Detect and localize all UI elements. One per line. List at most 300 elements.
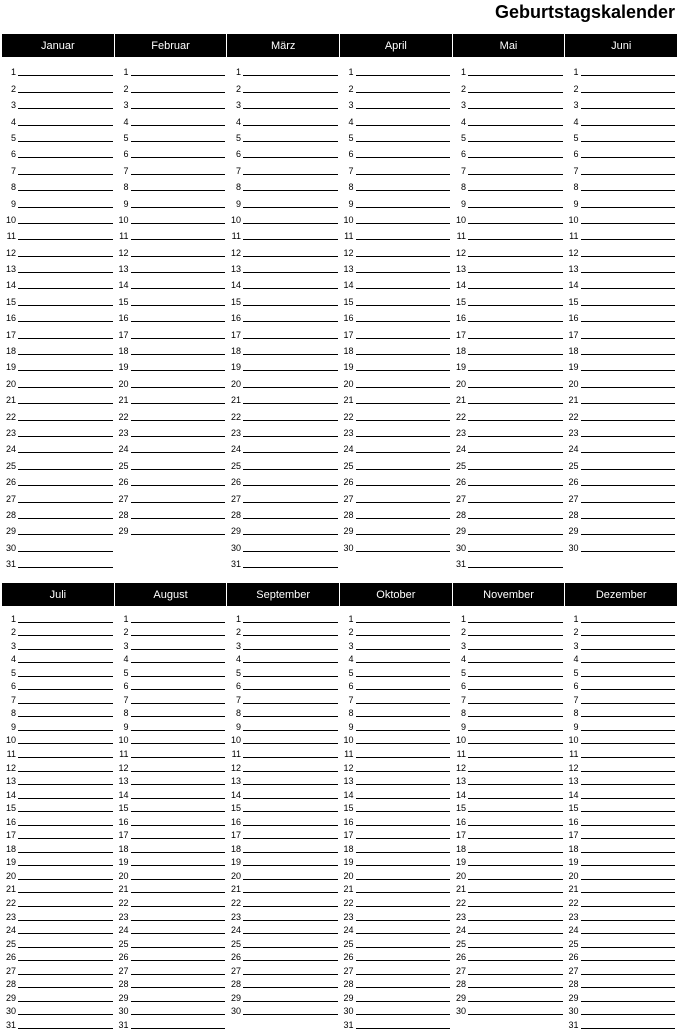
entry-line[interactable] [131, 91, 226, 93]
entry-line[interactable] [243, 688, 338, 690]
entry-line[interactable] [131, 435, 226, 437]
entry-line[interactable] [356, 824, 451, 826]
entry-line[interactable] [468, 891, 563, 893]
entry-line[interactable] [131, 517, 226, 519]
entry-line[interactable] [356, 797, 451, 799]
entry-line[interactable] [243, 435, 338, 437]
entry-line[interactable] [356, 932, 451, 934]
entry-line[interactable] [243, 742, 338, 744]
entry-line[interactable] [18, 851, 113, 853]
entry-line[interactable] [468, 702, 563, 704]
entry-line[interactable] [581, 484, 676, 486]
entry-line[interactable] [18, 1013, 113, 1015]
entry-line[interactable] [243, 621, 338, 623]
entry-line[interactable] [581, 946, 676, 948]
entry-line[interactable] [581, 688, 676, 690]
entry-line[interactable] [18, 501, 113, 503]
entry-line[interactable] [18, 124, 113, 126]
entry-line[interactable] [243, 1000, 338, 1002]
entry-line[interactable] [243, 837, 338, 839]
entry-line[interactable] [243, 824, 338, 826]
entry-line[interactable] [468, 238, 563, 240]
entry-line[interactable] [468, 715, 563, 717]
entry-line[interactable] [581, 419, 676, 421]
entry-line[interactable] [356, 851, 451, 853]
entry-line[interactable] [131, 959, 226, 961]
entry-line[interactable] [581, 1000, 676, 1002]
entry-line[interactable] [18, 810, 113, 812]
entry-line[interactable] [18, 369, 113, 371]
entry-line[interactable] [131, 634, 226, 636]
entry-line[interactable] [468, 124, 563, 126]
entry-line[interactable] [18, 648, 113, 650]
entry-line[interactable] [243, 206, 338, 208]
entry-line[interactable] [468, 959, 563, 961]
entry-line[interactable] [18, 932, 113, 934]
entry-line[interactable] [18, 634, 113, 636]
entry-line[interactable] [18, 206, 113, 208]
entry-line[interactable] [468, 189, 563, 191]
entry-line[interactable] [243, 74, 338, 76]
entry-line[interactable] [356, 661, 451, 663]
entry-line[interactable] [18, 386, 113, 388]
entry-line[interactable] [356, 878, 451, 880]
entry-line[interactable] [131, 222, 226, 224]
entry-line[interactable] [131, 729, 226, 731]
entry-line[interactable] [18, 702, 113, 704]
entry-line[interactable] [468, 1013, 563, 1015]
entry-line[interactable] [581, 74, 676, 76]
entry-line[interactable] [243, 905, 338, 907]
entry-line[interactable] [243, 1013, 338, 1015]
entry-line[interactable] [581, 173, 676, 175]
entry-line[interactable] [468, 810, 563, 812]
entry-line[interactable] [356, 702, 451, 704]
entry-line[interactable] [468, 501, 563, 503]
entry-line[interactable] [468, 353, 563, 355]
entry-line[interactable] [468, 517, 563, 519]
entry-line[interactable] [243, 238, 338, 240]
entry-line[interactable] [18, 271, 113, 273]
entry-line[interactable] [243, 566, 338, 568]
entry-line[interactable] [356, 533, 451, 535]
entry-line[interactable] [581, 783, 676, 785]
entry-line[interactable] [581, 919, 676, 921]
entry-line[interactable] [581, 702, 676, 704]
entry-line[interactable] [243, 702, 338, 704]
entry-line[interactable] [468, 661, 563, 663]
entry-line[interactable] [131, 702, 226, 704]
entry-line[interactable] [131, 864, 226, 866]
entry-line[interactable] [243, 932, 338, 934]
entry-line[interactable] [18, 946, 113, 948]
entry-line[interactable] [356, 1000, 451, 1002]
entry-line[interactable] [243, 271, 338, 273]
entry-line[interactable] [18, 742, 113, 744]
entry-line[interactable] [243, 304, 338, 306]
entry-line[interactable] [243, 878, 338, 880]
entry-line[interactable] [243, 919, 338, 921]
entry-line[interactable] [18, 238, 113, 240]
entry-line[interactable] [581, 271, 676, 273]
entry-line[interactable] [581, 517, 676, 519]
entry-line[interactable] [356, 107, 451, 109]
entry-line[interactable] [581, 742, 676, 744]
entry-line[interactable] [243, 173, 338, 175]
entry-line[interactable] [18, 797, 113, 799]
entry-line[interactable] [18, 675, 113, 677]
entry-line[interactable] [131, 932, 226, 934]
entry-line[interactable] [581, 533, 676, 535]
entry-line[interactable] [243, 810, 338, 812]
entry-line[interactable] [131, 533, 226, 535]
entry-line[interactable] [18, 756, 113, 758]
entry-line[interactable] [468, 206, 563, 208]
entry-line[interactable] [468, 419, 563, 421]
entry-line[interactable] [581, 973, 676, 975]
entry-line[interactable] [468, 756, 563, 758]
entry-line[interactable] [581, 715, 676, 717]
entry-line[interactable] [356, 517, 451, 519]
entry-line[interactable] [581, 304, 676, 306]
entry-line[interactable] [581, 891, 676, 893]
entry-line[interactable] [581, 386, 676, 388]
entry-line[interactable] [356, 742, 451, 744]
entry-line[interactable] [131, 648, 226, 650]
entry-line[interactable] [243, 337, 338, 339]
entry-line[interactable] [18, 715, 113, 717]
entry-line[interactable] [18, 320, 113, 322]
entry-line[interactable] [356, 810, 451, 812]
entry-line[interactable] [468, 271, 563, 273]
entry-line[interactable] [356, 238, 451, 240]
entry-line[interactable] [131, 891, 226, 893]
entry-line[interactable] [243, 353, 338, 355]
entry-line[interactable] [581, 797, 676, 799]
entry-line[interactable] [356, 206, 451, 208]
entry-line[interactable] [581, 91, 676, 93]
entry-line[interactable] [243, 634, 338, 636]
entry-line[interactable] [468, 932, 563, 934]
entry-line[interactable] [131, 1027, 226, 1029]
entry-line[interactable] [243, 729, 338, 731]
entry-line[interactable] [243, 783, 338, 785]
entry-line[interactable] [243, 386, 338, 388]
entry-line[interactable] [468, 675, 563, 677]
entry-line[interactable] [18, 156, 113, 158]
entry-line[interactable] [131, 783, 226, 785]
entry-line[interactable] [243, 419, 338, 421]
entry-line[interactable] [131, 337, 226, 339]
entry-line[interactable] [468, 837, 563, 839]
entry-line[interactable] [356, 386, 451, 388]
entry-line[interactable] [243, 107, 338, 109]
entry-line[interactable] [131, 107, 226, 109]
entry-line[interactable] [356, 621, 451, 623]
entry-line[interactable] [356, 919, 451, 921]
entry-line[interactable] [356, 468, 451, 470]
entry-line[interactable] [18, 287, 113, 289]
entry-line[interactable] [356, 1013, 451, 1015]
entry-line[interactable] [356, 986, 451, 988]
entry-line[interactable] [131, 255, 226, 257]
entry-line[interactable] [131, 484, 226, 486]
entry-line[interactable] [243, 451, 338, 453]
entry-line[interactable] [243, 959, 338, 961]
entry-line[interactable] [131, 74, 226, 76]
entry-line[interactable] [581, 468, 676, 470]
entry-line[interactable] [581, 1013, 676, 1015]
entry-line[interactable] [243, 369, 338, 371]
entry-line[interactable] [356, 864, 451, 866]
entry-line[interactable] [243, 222, 338, 224]
entry-line[interactable] [581, 878, 676, 880]
entry-line[interactable] [131, 320, 226, 322]
entry-line[interactable] [468, 369, 563, 371]
entry-line[interactable] [581, 634, 676, 636]
entry-line[interactable] [356, 946, 451, 948]
entry-line[interactable] [243, 124, 338, 126]
entry-line[interactable] [131, 742, 226, 744]
entry-line[interactable] [468, 255, 563, 257]
entry-line[interactable] [468, 451, 563, 453]
entry-line[interactable] [18, 173, 113, 175]
entry-line[interactable] [356, 287, 451, 289]
entry-line[interactable] [581, 756, 676, 758]
entry-line[interactable] [468, 337, 563, 339]
entry-line[interactable] [581, 675, 676, 677]
entry-line[interactable] [468, 729, 563, 731]
entry-line[interactable] [243, 891, 338, 893]
entry-line[interactable] [468, 878, 563, 880]
entry-line[interactable] [131, 770, 226, 772]
entry-line[interactable] [468, 851, 563, 853]
entry-line[interactable] [18, 621, 113, 623]
entry-line[interactable] [356, 783, 451, 785]
entry-line[interactable] [356, 891, 451, 893]
entry-line[interactable] [131, 304, 226, 306]
entry-line[interactable] [131, 1013, 226, 1015]
entry-line[interactable] [581, 1027, 676, 1029]
entry-line[interactable] [131, 369, 226, 371]
entry-line[interactable] [18, 566, 113, 568]
entry-line[interactable] [131, 661, 226, 663]
entry-line[interactable] [468, 905, 563, 907]
entry-line[interactable] [18, 517, 113, 519]
entry-line[interactable] [581, 986, 676, 988]
entry-line[interactable] [18, 1000, 113, 1002]
entry-line[interactable] [131, 206, 226, 208]
entry-line[interactable] [131, 419, 226, 421]
entry-line[interactable] [243, 517, 338, 519]
entry-line[interactable] [356, 550, 451, 552]
entry-line[interactable] [18, 891, 113, 893]
entry-line[interactable] [18, 255, 113, 257]
entry-line[interactable] [356, 353, 451, 355]
entry-line[interactable] [468, 304, 563, 306]
entry-line[interactable] [18, 222, 113, 224]
entry-line[interactable] [18, 74, 113, 76]
entry-line[interactable] [18, 189, 113, 191]
entry-line[interactable] [243, 189, 338, 191]
entry-line[interactable] [18, 824, 113, 826]
entry-line[interactable] [243, 715, 338, 717]
entry-line[interactable] [131, 468, 226, 470]
entry-line[interactable] [468, 770, 563, 772]
entry-line[interactable] [468, 156, 563, 158]
entry-line[interactable] [131, 386, 226, 388]
entry-line[interactable] [581, 648, 676, 650]
entry-line[interactable] [468, 566, 563, 568]
entry-line[interactable] [468, 287, 563, 289]
entry-line[interactable] [356, 140, 451, 142]
entry-line[interactable] [356, 973, 451, 975]
entry-line[interactable] [581, 124, 676, 126]
entry-line[interactable] [18, 661, 113, 663]
entry-line[interactable] [18, 304, 113, 306]
entry-line[interactable] [131, 878, 226, 880]
entry-line[interactable] [581, 959, 676, 961]
entry-line[interactable] [131, 824, 226, 826]
entry-line[interactable] [243, 770, 338, 772]
entry-line[interactable] [131, 837, 226, 839]
entry-line[interactable] [356, 905, 451, 907]
entry-line[interactable] [581, 550, 676, 552]
entry-line[interactable] [356, 1027, 451, 1029]
entry-line[interactable] [581, 206, 676, 208]
entry-line[interactable] [18, 353, 113, 355]
entry-line[interactable] [581, 402, 676, 404]
entry-line[interactable] [468, 973, 563, 975]
entry-line[interactable] [131, 986, 226, 988]
entry-line[interactable] [243, 864, 338, 866]
entry-line[interactable] [468, 797, 563, 799]
entry-line[interactable] [18, 91, 113, 93]
entry-line[interactable] [468, 402, 563, 404]
entry-line[interactable] [243, 675, 338, 677]
entry-line[interactable] [356, 189, 451, 191]
entry-line[interactable] [18, 837, 113, 839]
entry-line[interactable] [356, 337, 451, 339]
entry-line[interactable] [131, 238, 226, 240]
entry-line[interactable] [468, 648, 563, 650]
entry-line[interactable] [18, 770, 113, 772]
entry-line[interactable] [581, 222, 676, 224]
entry-line[interactable] [18, 878, 113, 880]
entry-line[interactable] [131, 810, 226, 812]
entry-line[interactable] [468, 107, 563, 109]
entry-line[interactable] [468, 550, 563, 552]
entry-line[interactable] [18, 533, 113, 535]
entry-line[interactable] [243, 255, 338, 257]
entry-line[interactable] [131, 402, 226, 404]
entry-line[interactable] [581, 140, 676, 142]
entry-line[interactable] [356, 451, 451, 453]
entry-line[interactable] [131, 756, 226, 758]
entry-line[interactable] [581, 810, 676, 812]
entry-line[interactable] [243, 533, 338, 535]
entry-line[interactable] [131, 189, 226, 191]
entry-line[interactable] [131, 156, 226, 158]
entry-line[interactable] [18, 959, 113, 961]
entry-line[interactable] [581, 661, 676, 663]
entry-line[interactable] [356, 369, 451, 371]
entry-line[interactable] [243, 661, 338, 663]
entry-line[interactable] [243, 140, 338, 142]
entry-line[interactable] [18, 550, 113, 552]
entry-line[interactable] [356, 484, 451, 486]
entry-line[interactable] [131, 173, 226, 175]
entry-line[interactable] [131, 905, 226, 907]
entry-line[interactable] [18, 986, 113, 988]
entry-line[interactable] [131, 797, 226, 799]
entry-line[interactable] [243, 156, 338, 158]
entry-line[interactable] [581, 729, 676, 731]
entry-line[interactable] [468, 435, 563, 437]
entry-line[interactable] [468, 468, 563, 470]
entry-line[interactable] [468, 320, 563, 322]
entry-line[interactable] [468, 946, 563, 948]
entry-line[interactable] [356, 688, 451, 690]
entry-line[interactable] [131, 124, 226, 126]
entry-line[interactable] [581, 189, 676, 191]
entry-line[interactable] [468, 742, 563, 744]
entry-line[interactable] [131, 688, 226, 690]
entry-line[interactable] [581, 107, 676, 109]
entry-line[interactable] [468, 484, 563, 486]
entry-line[interactable] [468, 919, 563, 921]
entry-line[interactable] [468, 74, 563, 76]
entry-line[interactable] [356, 959, 451, 961]
entry-line[interactable] [356, 255, 451, 257]
entry-line[interactable] [581, 353, 676, 355]
entry-line[interactable] [356, 320, 451, 322]
entry-line[interactable] [243, 550, 338, 552]
entry-line[interactable] [18, 451, 113, 453]
entry-line[interactable] [131, 675, 226, 677]
entry-line[interactable] [131, 715, 226, 717]
entry-line[interactable] [581, 851, 676, 853]
entry-line[interactable] [18, 468, 113, 470]
entry-line[interactable] [356, 648, 451, 650]
entry-line[interactable] [356, 271, 451, 273]
entry-line[interactable] [581, 905, 676, 907]
entry-line[interactable] [581, 369, 676, 371]
entry-line[interactable] [356, 156, 451, 158]
entry-line[interactable] [356, 634, 451, 636]
entry-line[interactable] [131, 946, 226, 948]
entry-line[interactable] [581, 320, 676, 322]
entry-line[interactable] [243, 986, 338, 988]
entry-line[interactable] [468, 621, 563, 623]
entry-line[interactable] [468, 783, 563, 785]
entry-line[interactable] [468, 533, 563, 535]
entry-line[interactable] [581, 156, 676, 158]
entry-line[interactable] [581, 287, 676, 289]
entry-line[interactable] [243, 797, 338, 799]
entry-line[interactable] [468, 688, 563, 690]
entry-line[interactable] [18, 337, 113, 339]
entry-line[interactable] [356, 222, 451, 224]
entry-line[interactable] [131, 271, 226, 273]
entry-line[interactable] [243, 468, 338, 470]
entry-line[interactable] [243, 287, 338, 289]
entry-line[interactable] [356, 675, 451, 677]
entry-line[interactable] [243, 91, 338, 93]
entry-line[interactable] [581, 255, 676, 257]
entry-line[interactable] [131, 353, 226, 355]
entry-line[interactable] [243, 501, 338, 503]
